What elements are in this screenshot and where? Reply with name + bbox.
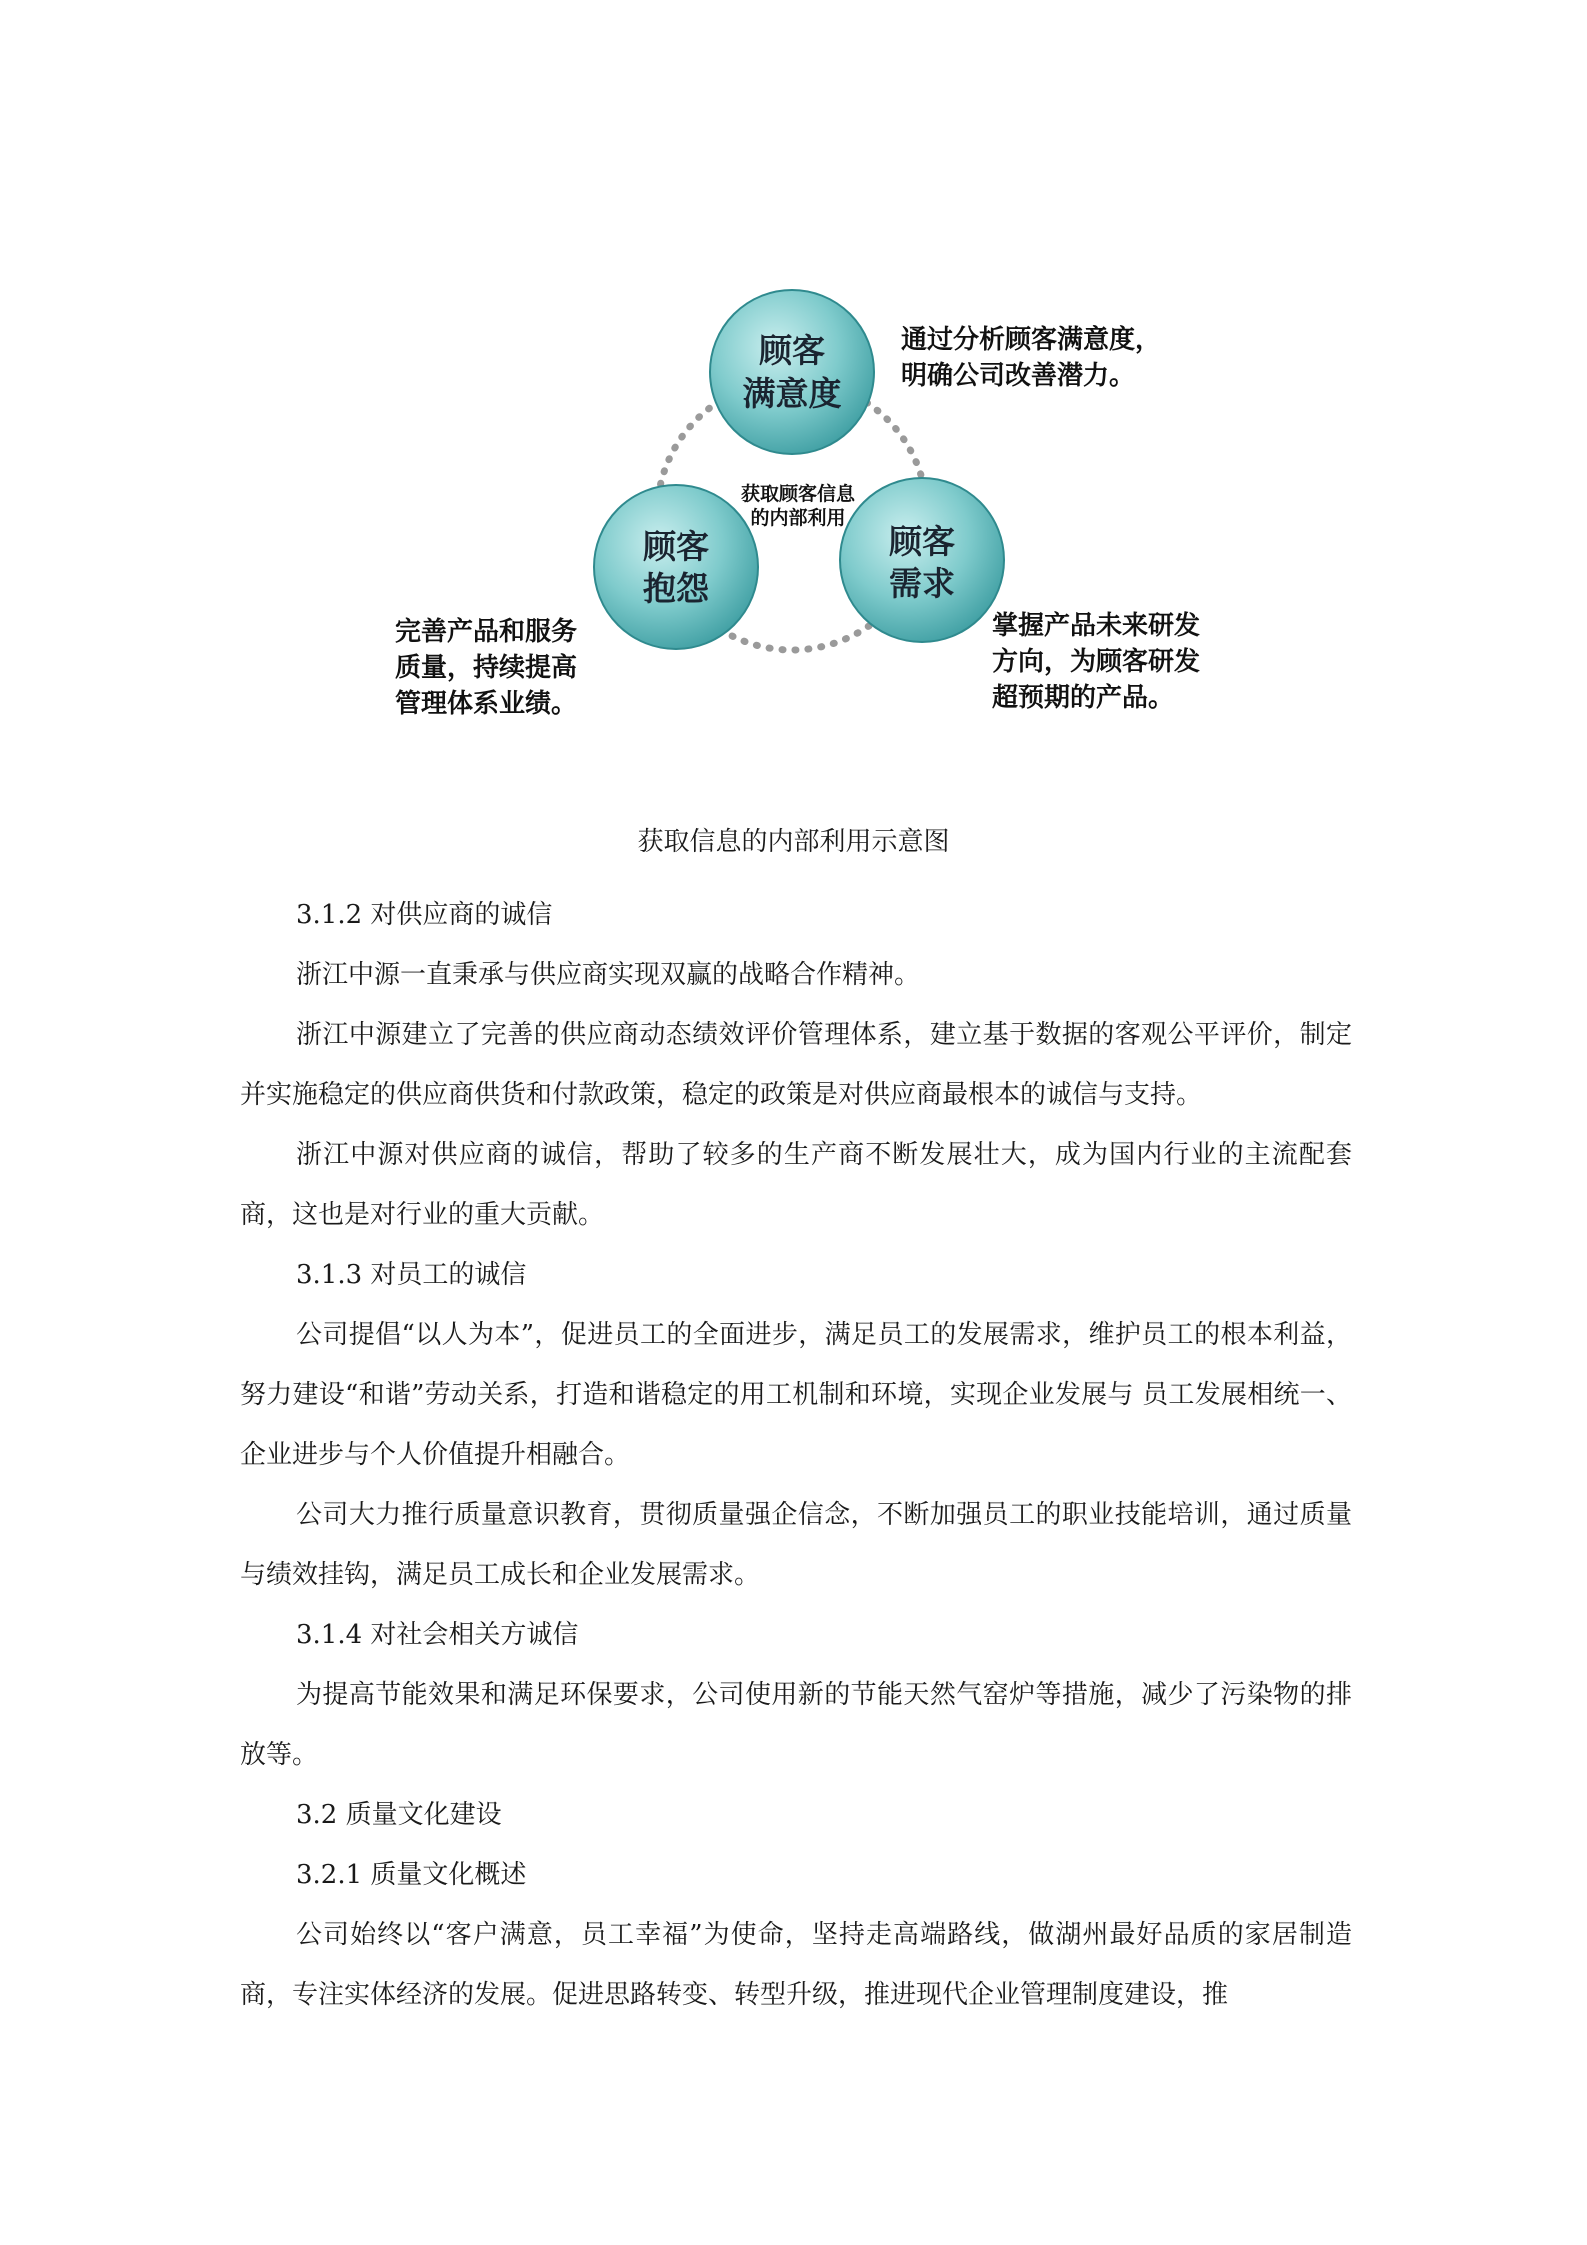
note-needs	[992, 608, 1200, 716]
circle-needs-line2: 需求	[889, 564, 955, 603]
heading-3-2: 3.2 质量文化建设	[296, 1800, 502, 1830]
paragraph: 浙江中源建立了完善的供应商动态绩效评价管理体系，建立基于数据的客观公平评价，制定并实施稳定的供应商供货和付款政策，稳定的政策是对供应商最根本的诚信与支持。	[240, 1020, 1352, 1110]
paragraph: 为提高节能效果和满足环保要求，公司使用新的节能天然气窑炉等措施，减少了污染物的排放等。	[240, 1680, 1352, 1770]
paragraph: 浙江中源对供应商的诚信，帮助了较多的生产商不断发展壮大，成为国内行业的主流配套商，这也是对行业的重大贡献。	[240, 1140, 1352, 1230]
diagram-graphic	[0, 0, 1587, 800]
note-needs-line1: 掌握产品未来研发	[992, 611, 1201, 641]
heading-3-1-4: 3.1.4 对社会相关方诚信	[296, 1620, 579, 1650]
circle-satisfaction-line1: 顾客	[759, 331, 825, 370]
circle-satisfaction	[710, 290, 874, 454]
note-complaints-line2: 质量，持续提高	[395, 653, 578, 683]
heading-3-2-1: 3.2.1 质量文化概述	[296, 1860, 527, 1890]
circle-complaints-line2: 抱怨	[643, 569, 709, 608]
note-satisfaction	[901, 322, 1161, 394]
note-complaints-line1: 完善产品和服务	[395, 617, 578, 647]
customer-info-diagram	[0, 0, 1587, 800]
note-complaints	[395, 614, 577, 722]
circle-complaints-line1: 顾客	[643, 527, 709, 566]
circle-satisfaction-line2: 满意度	[742, 374, 842, 413]
circle-needs	[840, 478, 1004, 642]
heading-3-1-2: 3.1.2 对供应商的诚信	[296, 900, 553, 930]
center-label-line1: 获取顾客信息	[740, 483, 856, 505]
heading-3-1-3: 3.1.3 对员工的诚信	[296, 1260, 527, 1290]
note-complaints-line3: 管理体系业绩。	[395, 689, 578, 719]
document-body	[240, 885, 1352, 2025]
circle-needs-line1: 顾客	[889, 522, 955, 561]
paragraph: 公司始终以“客户满意，员工幸福”为使命，坚持走高端路线，做湖州最好品质的家居制造商，专注实体经济的发展。促进思路转变、转型升级，推进现代企业管理制度建设，推	[240, 1920, 1352, 2010]
paragraph: 浙江中源一直秉承与供应商实现双赢的战略合作精神。	[296, 960, 921, 990]
paragraph: 公司提倡“以人为本”，促进员工的全面进步，满足员工的发展需求，维护员工的根本利益，努力建设“和谐”劳动关系，打造和谐稳定的用工机制和环境，实现企业发展与 员工发展相统一、企业进步与个人价值提升相融合。	[240, 1320, 1352, 1470]
note-needs-line2: 方向，为顾客研发	[992, 647, 1201, 677]
figure-caption: 获取信息的内部利用示意图	[637, 827, 950, 857]
center-label-line2: 的内部利用	[750, 507, 846, 529]
circle-complaints	[594, 485, 758, 649]
note-needs-line3: 超预期的产品。	[992, 683, 1175, 713]
note-satisfaction-line1: 通过分析顾客满意度，	[901, 325, 1162, 355]
paragraph: 公司大力推行质量意识教育，贯彻质量强企信念，不断加强员工的职业技能培训，通过质量与绩效挂钩，满足员工成长和企业发展需求。	[240, 1500, 1352, 1590]
note-satisfaction-line2: 明确公司改善潜力。	[901, 361, 1136, 391]
